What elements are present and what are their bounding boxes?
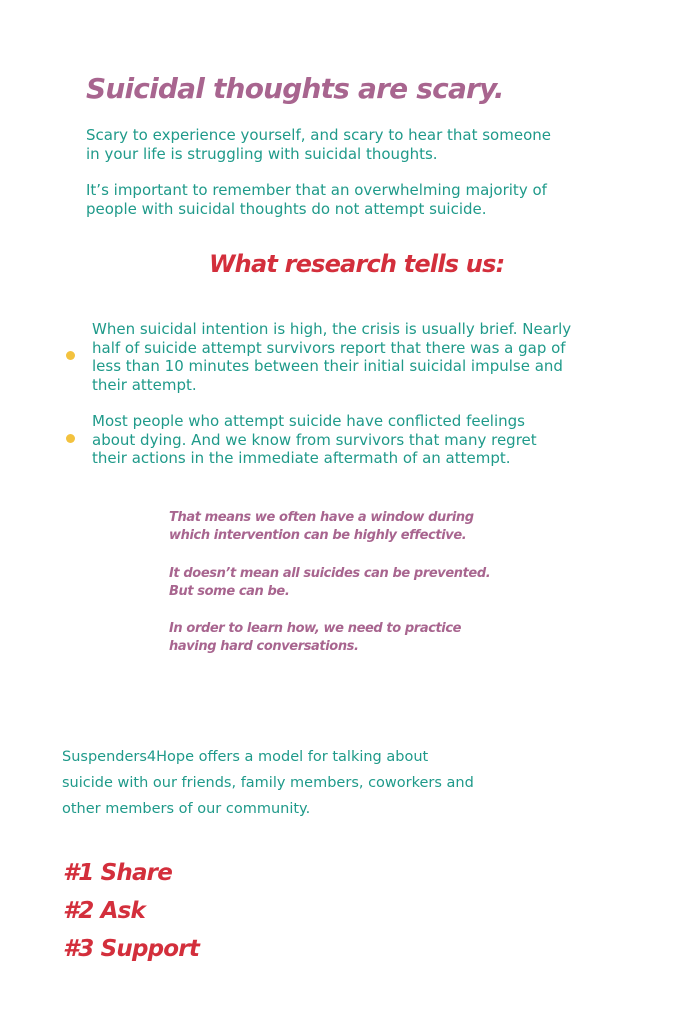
bullet-dot-icon: [66, 434, 75, 443]
research-point-2: Most people who attempt suicide have conflicted feelings about dying. And we know from survivors that many regret their actions in the immediate aftermath of an attempt.: [92, 412, 537, 467]
bullet-dot-icon: [66, 351, 75, 360]
research-point-1: When suicidal intention is high, the crisis is usually brief. Nearly half of suicide attempt survivors report that there was a gap of less than 10 minutes between their initial suicidal impulse and their attempt.: [92, 320, 572, 394]
step-support: #3 Support: [63, 936, 200, 962]
research-heading: What research tells us:: [209, 250, 505, 278]
intro-paragraph-1: Scary to experience yourself, and scary to hear that someone in your life is struggling with suicidal thoughts.: [86, 126, 551, 163]
callout-line-1: That means we often have a window during which intervention can be highly effective.: [169, 510, 474, 543]
callout-line-3: In order to learn how, we need to practice having hard conversations.: [169, 621, 462, 654]
step-share: #1 Share: [63, 860, 173, 886]
intro-paragraph-2: It’s important to remember that an overwhelming majority of people with suicidal thoughts do not attempt suicide.: [86, 181, 547, 218]
page-title: Suicidal thoughts are scary.: [86, 72, 504, 105]
callout-line-2: It doesn’t mean all suicides can be prevented. But some can be.: [169, 566, 491, 599]
step-ask: #2 Ask: [63, 898, 146, 924]
model-description: Suspenders4Hope offers a model for talking about suicide with our friends, family members, coworkers and other members of our community.: [62, 749, 474, 817]
